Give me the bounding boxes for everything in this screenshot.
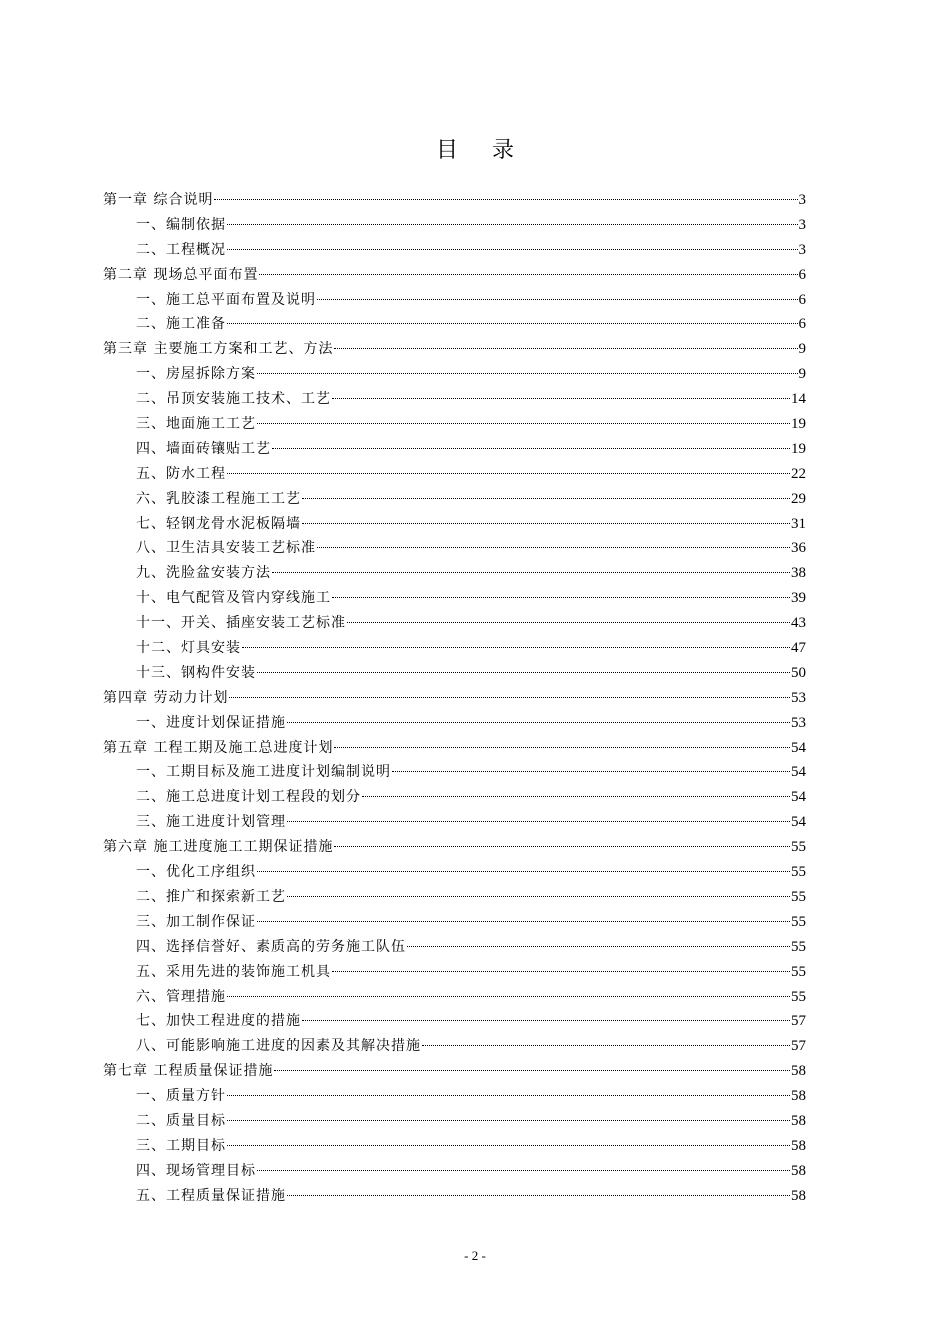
toc-entry-label: 二、施工总进度计划工程段的划分 (136, 789, 361, 806)
toc-entry-page: 6 (798, 316, 806, 333)
toc-dot-leader (227, 1095, 790, 1096)
toc-entry-page: 3 (798, 241, 806, 258)
toc-dot-leader (332, 971, 790, 972)
toc-entry-label: 二、推广和探索新工艺 (136, 888, 286, 905)
toc-entry-page: 9 (798, 341, 806, 358)
toc-entry-label: 四、选择信誉好、素质高的劳务施工队伍 (136, 938, 406, 955)
toc-section-entry[interactable] (103, 312, 806, 337)
toc-section-entry[interactable] (103, 935, 806, 960)
toc-dot-leader (362, 796, 790, 797)
toc-entry-label: 一、进度计划保证措施 (136, 714, 286, 731)
toc-entry-page: 55 (791, 988, 806, 1005)
toc-entry-label: 四、墙面砖镶贴工艺 (136, 440, 271, 457)
toc-section-entry[interactable] (103, 760, 806, 785)
toc-entry-label: 七、加快工程进度的措施 (136, 1013, 301, 1030)
toc-entry-page: 58 (791, 1187, 806, 1204)
toc-section-entry[interactable] (103, 985, 806, 1010)
toc-section-entry[interactable] (103, 487, 806, 512)
toc-dot-leader (257, 672, 790, 673)
title-char-2: 录 (492, 138, 515, 163)
toc-section-entry[interactable] (103, 636, 806, 661)
toc-entry-label: 一、编制依据 (136, 216, 226, 233)
toc-entry-label: 四、现场管理目标 (136, 1162, 256, 1179)
toc-entry-page: 57 (791, 1013, 806, 1030)
toc-entry-label: 三、工期目标 (136, 1137, 226, 1154)
toc-dot-leader (227, 473, 790, 474)
toc-section-entry[interactable] (103, 661, 806, 686)
toc-dot-leader (317, 547, 790, 548)
toc-section-entry[interactable] (103, 785, 806, 810)
toc-dot-leader (257, 1170, 790, 1171)
toc-entry-label: 二、吊顶安装施工技术、工艺 (136, 391, 331, 408)
toc-entry-label: 六、管理措施 (136, 988, 226, 1005)
toc-section-entry[interactable] (103, 586, 806, 611)
table-of-contents (103, 188, 806, 1209)
toc-entry-label: 一、施工总平面布置及说明 (136, 291, 316, 308)
toc-entry-label: 三、施工进度计划管理 (136, 814, 286, 831)
toc-entry-page: 36 (791, 540, 806, 557)
toc-section-entry[interactable] (103, 1109, 806, 1134)
toc-entry-page: 9 (798, 366, 806, 383)
toc-chapter-entry[interactable] (103, 835, 806, 860)
toc-entry-label: 第六章 施工进度施工工期保证措施 (103, 839, 334, 856)
toc-dot-leader (227, 224, 798, 225)
toc-entry-label: 三、地面施工工艺 (136, 416, 256, 433)
toc-entry-label: 一、房屋拆除方案 (136, 366, 256, 383)
toc-section-entry[interactable] (103, 512, 806, 537)
toc-entry-page: 19 (791, 440, 806, 457)
toc-chapter-entry[interactable] (103, 337, 806, 362)
toc-entry-page: 6 (798, 291, 806, 308)
toc-entry-label: 第二章 现场总平面布置 (103, 266, 259, 283)
toc-dot-leader (257, 373, 798, 374)
toc-entry-label: 第五章 工程工期及施工总进度计划 (103, 739, 334, 756)
toc-section-entry[interactable] (103, 536, 806, 561)
toc-dot-leader (302, 1020, 790, 1021)
page-footer-number: - 2 - (464, 1248, 486, 1263)
toc-entry-label: 第三章 主要施工方案和工艺、方法 (103, 341, 334, 358)
toc-dot-leader (287, 896, 790, 897)
toc-entry-label: 三、加工制作保证 (136, 913, 256, 930)
toc-dot-leader (242, 647, 790, 648)
toc-entry-page: 14 (791, 391, 806, 408)
toc-dot-leader (317, 299, 798, 300)
toc-entry-label: 十二、灯具安装 (136, 640, 241, 657)
toc-dot-leader (334, 846, 790, 847)
toc-dot-leader (287, 821, 790, 822)
toc-entry-label: 一、优化工序组织 (136, 864, 256, 881)
toc-dot-leader (257, 871, 790, 872)
toc-entry-page: 29 (791, 490, 806, 507)
toc-dot-leader (334, 747, 790, 748)
toc-section-entry[interactable] (103, 1184, 806, 1209)
toc-dot-leader (272, 572, 790, 573)
toc-entry-page: 55 (791, 839, 806, 856)
toc-entry-label: 一、质量方针 (136, 1088, 226, 1105)
toc-entry-label: 十三、钢构件安装 (136, 664, 256, 681)
toc-section-entry[interactable] (103, 437, 806, 462)
toc-dot-leader (227, 323, 798, 324)
toc-section-entry[interactable] (103, 561, 806, 586)
toc-entry-page: 6 (798, 266, 806, 283)
toc-dot-leader (259, 274, 797, 275)
toc-section-entry[interactable] (103, 462, 806, 487)
toc-entry-page: 57 (791, 1038, 806, 1055)
toc-dot-leader (227, 1145, 790, 1146)
toc-dot-leader (272, 448, 790, 449)
toc-chapter-entry[interactable] (103, 686, 806, 711)
toc-entry-label: 八、可能影响施工进度的因素及其解决措施 (136, 1038, 421, 1055)
toc-dot-leader (407, 946, 790, 947)
toc-entry-page: 19 (791, 416, 806, 433)
toc-entry-label: 九、洗脸盆安装方法 (136, 565, 271, 582)
toc-entry-page: 47 (791, 640, 806, 657)
toc-entry-page: 31 (791, 515, 806, 532)
toc-entry-page: 55 (791, 888, 806, 905)
toc-entry-label: 二、工程概况 (136, 241, 226, 258)
toc-entry-page: 55 (791, 913, 806, 930)
toc-dot-leader (302, 498, 790, 499)
toc-entry-label: 五、工程质量保证措施 (136, 1187, 286, 1204)
toc-entry-page: 54 (791, 789, 806, 806)
toc-dot-leader (347, 622, 790, 623)
toc-entry-page: 53 (791, 689, 806, 706)
toc-section-entry[interactable] (103, 810, 806, 835)
toc-entry-page: 55 (791, 938, 806, 955)
toc-dot-leader (332, 398, 790, 399)
toc-chapter-entry[interactable] (103, 1059, 806, 1084)
page-title (0, 136, 950, 166)
toc-section-entry[interactable] (103, 412, 806, 437)
toc-dot-leader (334, 348, 797, 349)
toc-dot-leader (302, 523, 790, 524)
toc-entry-page: 55 (791, 963, 806, 980)
toc-section-entry[interactable] (103, 611, 806, 636)
toc-section-entry[interactable] (103, 711, 806, 736)
toc-dot-leader (422, 1045, 790, 1046)
toc-entry-page: 55 (791, 864, 806, 881)
toc-entry-label: 二、质量目标 (136, 1112, 226, 1129)
toc-entry-page: 58 (791, 1112, 806, 1129)
toc-section-entry[interactable] (103, 885, 806, 910)
toc-dot-leader (227, 1120, 790, 1121)
toc-section-entry[interactable] (103, 1134, 806, 1159)
toc-entry-label: 第七章 工程质量保证措施 (103, 1063, 274, 1080)
toc-entry-page: 54 (791, 739, 806, 756)
toc-dot-leader (332, 597, 790, 598)
toc-section-entry[interactable] (103, 213, 806, 238)
toc-section-entry[interactable] (103, 860, 806, 885)
toc-entry-page: 58 (791, 1088, 806, 1105)
toc-entry-label: 二、施工准备 (136, 316, 226, 333)
toc-section-entry[interactable] (103, 1034, 806, 1059)
toc-entry-page: 50 (791, 664, 806, 681)
toc-entry-page: 53 (791, 714, 806, 731)
toc-section-entry[interactable] (103, 960, 806, 985)
toc-section-entry[interactable] (103, 1009, 806, 1034)
toc-entry-label: 五、防水工程 (136, 465, 226, 482)
toc-dot-leader (287, 722, 790, 723)
toc-entry-page: 54 (791, 814, 806, 831)
toc-dot-leader (227, 996, 790, 997)
toc-entry-page: 39 (791, 590, 806, 607)
toc-entry-page: 22 (791, 465, 806, 482)
toc-entry-label: 七、轻钢龙骨水泥板隔墙 (136, 515, 301, 532)
toc-dot-leader (214, 199, 797, 200)
toc-entry-label: 十、电气配管及管内穿线施工 (136, 590, 331, 607)
toc-entry-page: 58 (791, 1063, 806, 1080)
title-char-1: 目 (435, 138, 458, 163)
toc-dot-leader (229, 697, 790, 698)
toc-section-entry[interactable] (103, 362, 806, 387)
toc-entry-label: 一、工期目标及施工进度计划编制说明 (136, 764, 391, 781)
toc-dot-leader (227, 249, 798, 250)
toc-section-entry[interactable] (103, 1159, 806, 1184)
toc-chapter-entry[interactable] (103, 188, 806, 213)
toc-entry-label: 第四章 劳动力计划 (103, 689, 229, 706)
toc-section-entry[interactable] (103, 1084, 806, 1109)
toc-entry-label: 五、采用先进的装饰施工机具 (136, 963, 331, 980)
toc-dot-leader (287, 1195, 790, 1196)
toc-dot-leader (257, 423, 790, 424)
toc-section-entry[interactable] (103, 238, 806, 263)
toc-entry-page: 3 (798, 216, 806, 233)
toc-entry-page: 43 (791, 615, 806, 632)
toc-section-entry[interactable] (103, 288, 806, 313)
toc-chapter-entry[interactable] (103, 263, 806, 288)
toc-dot-leader (257, 921, 790, 922)
toc-entry-label: 六、乳胶漆工程施工工艺 (136, 490, 301, 507)
toc-entry-page: 58 (791, 1137, 806, 1154)
toc-entry-page: 38 (791, 565, 806, 582)
toc-entry-page: 54 (791, 764, 806, 781)
toc-dot-leader (274, 1070, 790, 1071)
toc-section-entry[interactable] (103, 910, 806, 935)
toc-dot-leader (392, 771, 790, 772)
toc-section-entry[interactable] (103, 387, 806, 412)
toc-entry-label: 八、卫生洁具安装工艺标准 (136, 540, 316, 557)
toc-entry-page: 3 (798, 192, 806, 208)
toc-chapter-entry[interactable] (103, 736, 806, 761)
toc-entry-label: 十一、开关、插座安装工艺标准 (136, 615, 346, 632)
toc-entry-page: 58 (791, 1162, 806, 1179)
toc-entry-label: 第一章 综合说明 (103, 192, 214, 208)
